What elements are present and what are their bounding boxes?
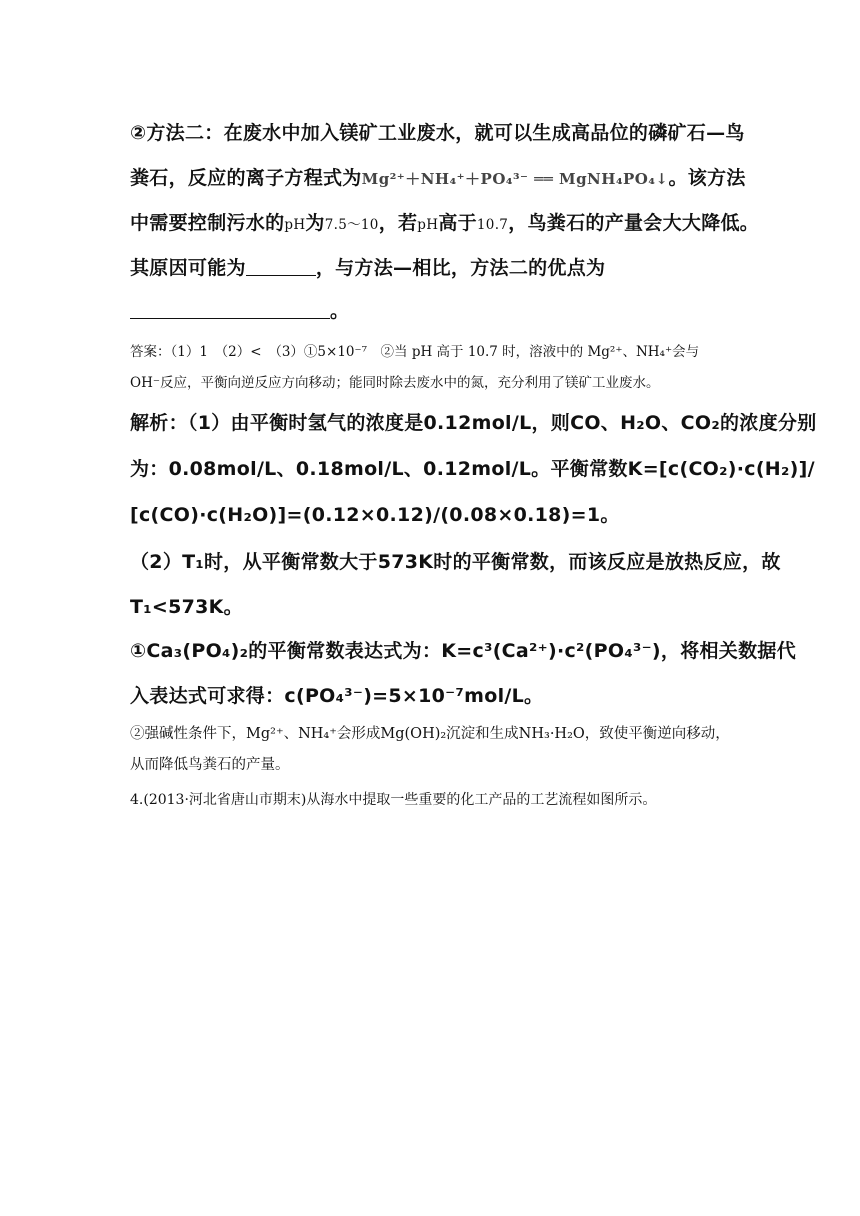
method2-line2-suffix: 。该方法	[668, 167, 746, 189]
text-segment: 中需要控制污水的	[130, 212, 285, 234]
answer-blank-2	[130, 300, 330, 319]
ph-label: pH	[417, 217, 439, 233]
method2-line3	[130, 208, 760, 235]
text-segment: 高于	[438, 212, 477, 234]
analysis-line5: T₁<573K。	[130, 596, 243, 618]
method2-line4	[130, 253, 740, 280]
analysis-line8: ②强碱性条件下，Mg²⁺、NH₄⁺会形成Mg(OH)₂沉淀和生成NH₃·H₂O，致使平衡逆向移动，	[130, 726, 730, 742]
method2-line1: ②方法二：在废水中加入镁矿工业废水，就可以生成高品位的磷矿石—鸟	[130, 122, 745, 144]
analysis-line4: （2）T₁时，从平衡常数大于573K时的平衡常数，而该反应是放热反应，故	[130, 551, 781, 573]
text-segment: ，若	[378, 212, 418, 234]
text-segment: ，鸟粪石的产量会大大降低。	[508, 212, 760, 234]
text-segment: 为	[305, 212, 325, 234]
analysis-line9: 从而降低鸟粪石的产量。	[130, 757, 290, 773]
analysis-line3: [c(CO)·c(H₂O)]=(0.12×0.12)/(0.08×0.18)=1。	[130, 504, 620, 526]
method2-line5	[130, 296, 740, 323]
ph-label: pH	[284, 217, 306, 233]
ph-high-value: 10.7	[476, 217, 509, 233]
reaction-equation: Mg²⁺＋NH₄⁺＋PO₄³⁻ ══ MgNH₄PO₄↓	[361, 170, 669, 188]
ph-range: 7.5～10	[324, 217, 379, 233]
text-segment: 。	[330, 300, 350, 322]
answer-line1: 答案：（1）1 （2）< （3）①5×10⁻⁷ ②当 pH 高于 10.7 时，溶液中的 Mg²⁺、NH₄⁺会与	[130, 344, 700, 360]
text-segment: 其原因可能为	[130, 257, 246, 279]
text-segment: ，与方法—相比，方法二的优点为	[315, 257, 606, 279]
analysis-line2: 为：0.08mol/L、0.18mol/L、0.12mol/L。平衡常数K=[c(CO₂)·c(H₂)]/	[130, 458, 815, 480]
analysis-line7: 入表达式可求得：c(PO₄³⁻)=5×10⁻⁷mol/L。	[130, 685, 544, 707]
analysis-line6: ①Ca₃(PO₄)₂的平衡常数表达式为：K=c³(Ca²⁺)·c²(PO₄³⁻)，将相关数据代	[130, 640, 796, 662]
answer-blank-1	[246, 257, 316, 276]
analysis-line1: 解析：（1）由平衡时氢气的浓度是0.12mol/L，则CO、H₂O、CO₂的浓度分别	[130, 412, 817, 434]
answer-line2: OH⁻反应，平衡向逆反应方向移动；能同时除去废水中的氮，充分利用了镁矿工业废水。	[130, 375, 660, 391]
method2-line2-prefix: 粪石，反应的离子方程式为	[130, 167, 362, 189]
question-4: 4.(2013·河北省唐山市期末)从海水中提取一些重要的化工产品的工艺流程如图所示。	[130, 792, 657, 808]
method2-line2	[130, 163, 746, 190]
